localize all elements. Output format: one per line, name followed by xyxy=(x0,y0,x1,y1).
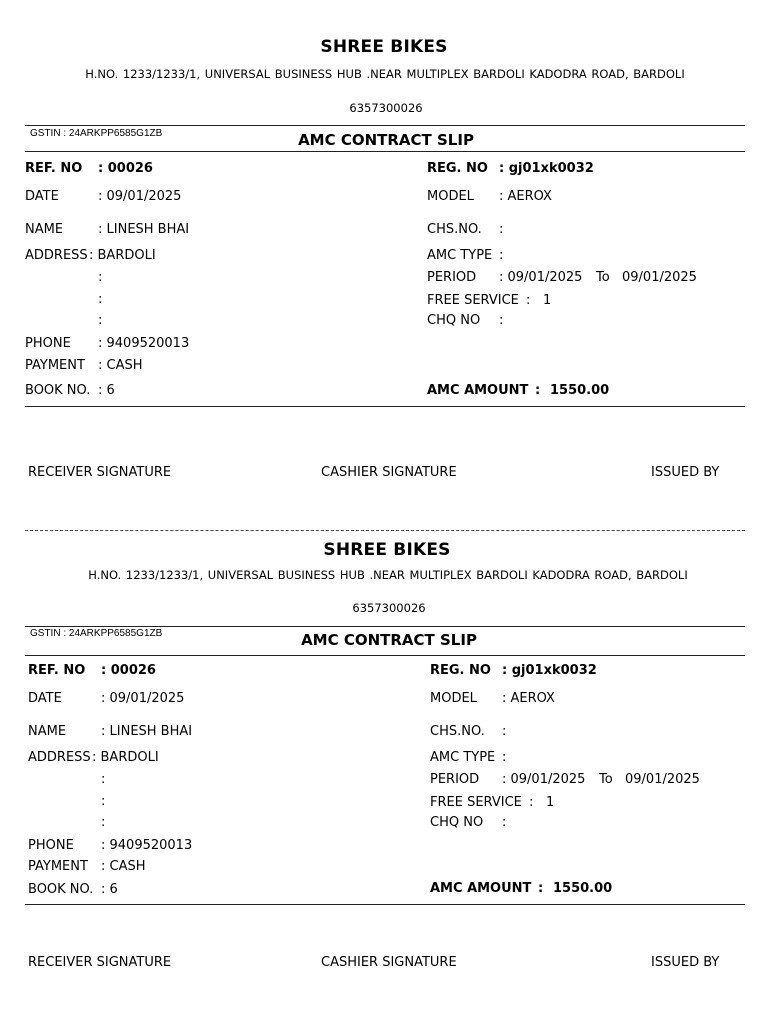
ref-no-label: REF. NO xyxy=(28,663,86,678)
issued-by: ISSUED BY xyxy=(651,465,720,480)
gstin: GSTIN : 24ARKPP6585G1ZB xyxy=(30,628,163,639)
slip-title: AMC CONTRACT SLIP xyxy=(301,631,477,649)
free-service-label: FREE SERVICE xyxy=(427,293,519,308)
reg-no-value: : gj01xk0032 xyxy=(502,663,597,678)
model-value: : AEROX xyxy=(502,691,555,706)
payment-label: PAYMENT xyxy=(25,358,85,373)
cashier-signature: CASHIER SIGNATURE xyxy=(321,955,457,970)
period-from: : 09/01/2025 xyxy=(502,772,586,787)
free-service-colon: : xyxy=(529,795,534,810)
amc-amount-value: 1550.00 xyxy=(550,383,610,398)
header-rule-top xyxy=(25,626,745,627)
phone-value: : 9409520013 xyxy=(101,838,193,853)
model-label: MODEL xyxy=(430,691,477,706)
address-label: ADDRESS xyxy=(28,750,91,765)
free-service-value: 1 xyxy=(543,293,552,308)
company-phone: 6357300026 xyxy=(352,601,426,615)
amc-amount-label: AMC AMOUNT xyxy=(430,881,532,896)
address-line-3: : xyxy=(101,794,106,809)
period-to-label: To xyxy=(596,270,610,285)
chs-no-label: CHS.NO. xyxy=(430,724,485,739)
chq-no-colon: : xyxy=(499,313,504,328)
name-value: : LINESH BHAI xyxy=(98,222,190,237)
book-no-value: : 6 xyxy=(101,882,118,897)
model-label: MODEL xyxy=(427,189,474,204)
ref-no-label: REF. NO xyxy=(25,161,83,176)
date-value: : 09/01/2025 xyxy=(98,189,182,204)
receiver-signature: RECEIVER SIGNATURE xyxy=(28,955,172,970)
name-label: NAME xyxy=(25,222,64,237)
phone-label: PHONE xyxy=(25,336,71,351)
name-label: NAME xyxy=(28,724,67,739)
amc-amount-colon: : xyxy=(538,881,544,896)
address-label: ADDRESS xyxy=(25,248,88,263)
amc-type-label: AMC TYPE xyxy=(430,750,496,765)
gstin: GSTIN : 24ARKPP6585G1ZB xyxy=(30,128,163,139)
header-rule-top xyxy=(25,125,745,126)
address-line-3: : xyxy=(98,292,103,307)
company-phone: 6357300026 xyxy=(349,101,423,115)
payment-value: : CASH xyxy=(98,358,143,373)
amc-amount-label: AMC AMOUNT xyxy=(427,383,529,398)
address-line-2: : xyxy=(101,772,106,787)
period-label: PERIOD xyxy=(430,772,480,787)
header-rule-bottom xyxy=(25,151,745,152)
address-value: : BARDOLI xyxy=(92,750,159,765)
chq-no-label: CHQ NO xyxy=(427,313,481,328)
amc-amount-value: 1550.00 xyxy=(553,881,613,896)
reg-no-label: REG. NO xyxy=(427,161,488,176)
amc-amount-colon: : xyxy=(535,383,541,398)
period-to-label: To xyxy=(599,772,613,787)
chq-no-label: CHQ NO xyxy=(430,815,484,830)
address-value: : BARDOLI xyxy=(89,248,156,263)
receiver-signature: RECEIVER SIGNATURE xyxy=(28,465,172,480)
company-address: H.NO. 1233/1233/1, UNIVERSAL BUSINESS HUB .NEAR MULTIPLEX BARDOLI KADODRA ROAD, BARDOLI xyxy=(85,67,685,81)
phone-value: : 9409520013 xyxy=(98,336,190,351)
company-address: H.NO. 1233/1233/1, UNIVERSAL BUSINESS HUB .NEAR MULTIPLEX BARDOLI KADODRA ROAD, BARDOLI xyxy=(88,568,688,582)
address-line-4: : xyxy=(101,815,106,830)
name-value: : LINESH BHAI xyxy=(101,724,193,739)
payment-label: PAYMENT xyxy=(28,859,88,874)
cut-line xyxy=(25,530,745,531)
amc-type-colon: : xyxy=(499,248,504,263)
amc-type-label: AMC TYPE xyxy=(427,248,493,263)
amc-type-colon: : xyxy=(502,750,507,765)
period-from: : 09/01/2025 xyxy=(499,270,583,285)
ref-no-value: : 00026 xyxy=(98,161,153,176)
free-service-colon: : xyxy=(526,293,531,308)
date-value: : 09/01/2025 xyxy=(101,691,185,706)
chq-no-colon: : xyxy=(502,815,507,830)
free-service-value: 1 xyxy=(546,795,555,810)
book-no-label: BOOK NO. xyxy=(28,882,94,897)
period-to: 09/01/2025 xyxy=(622,270,697,285)
company-name: SHREE BIKES xyxy=(320,37,448,57)
address-line-4: : xyxy=(98,313,103,328)
header-rule-bottom xyxy=(25,655,745,656)
date-label: DATE xyxy=(25,189,59,204)
free-service-label: FREE SERVICE xyxy=(430,795,522,810)
slip-title: AMC CONTRACT SLIP xyxy=(298,131,474,149)
reg-no-label: REG. NO xyxy=(430,663,491,678)
period-label: PERIOD xyxy=(427,270,477,285)
company-name: SHREE BIKES xyxy=(323,540,451,560)
book-no-value: : 6 xyxy=(98,383,115,398)
body-rule xyxy=(25,904,745,905)
cashier-signature: CASHIER SIGNATURE xyxy=(321,465,457,480)
book-no-label: BOOK NO. xyxy=(25,383,91,398)
issued-by: ISSUED BY xyxy=(651,955,720,970)
chs-no-label: CHS.NO. xyxy=(427,222,482,237)
date-label: DATE xyxy=(28,691,62,706)
payment-value: : CASH xyxy=(101,859,146,874)
chs-no-colon: : xyxy=(502,724,507,739)
body-rule xyxy=(25,406,745,407)
model-value: : AEROX xyxy=(499,189,552,204)
address-line-2: : xyxy=(98,270,103,285)
reg-no-value: : gj01xk0032 xyxy=(499,161,594,176)
chs-no-colon: : xyxy=(499,222,504,237)
phone-label: PHONE xyxy=(28,838,74,853)
ref-no-value: : 00026 xyxy=(101,663,156,678)
period-to: 09/01/2025 xyxy=(625,772,700,787)
